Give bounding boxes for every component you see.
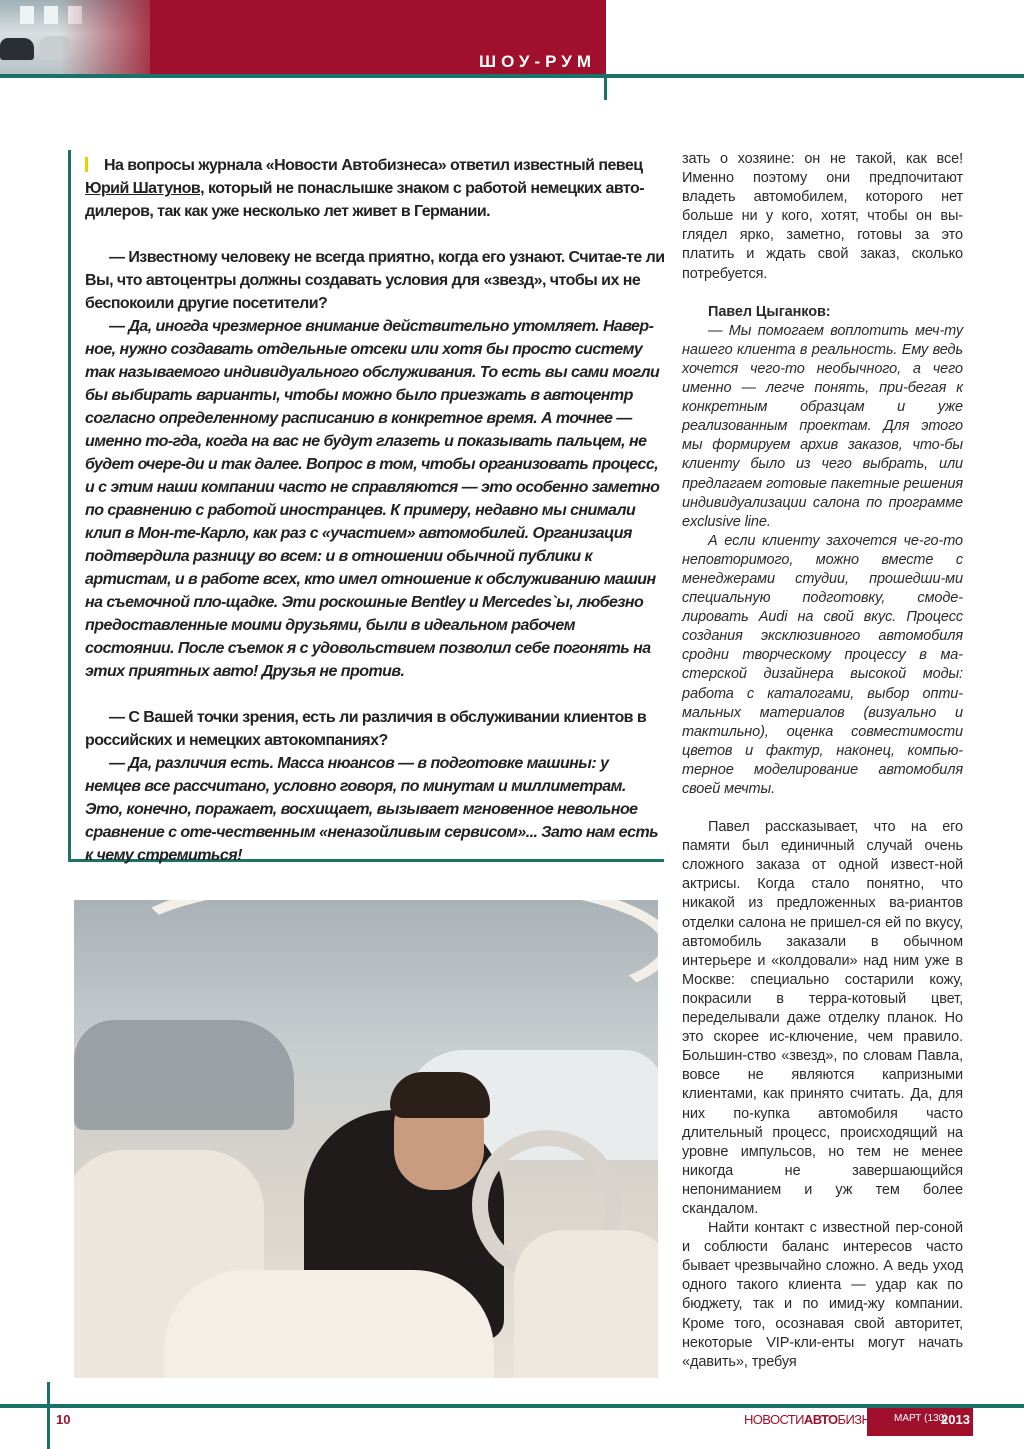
speaker-name: Павел Цыганков: — [708, 303, 831, 320]
speaker-quote: — Мы помогаем воплотить меч-ту нашего клиента в реальность. Ему ведь хочется чего-то необычного, а чего именно — легче понять, при-бегая к конкретным образцам и уже реализованным проектам. Для этого мы формируем архив заказов, что-бы клиенту было из чего выбрать, или предлагаем готовые пакетные решения индивидуализации салона по программе exclusive line. — [682, 322, 963, 530]
intro-rest: который не понаслышке знаком с работой немецких авто-дилеров, так как уже несколько лет живет в Германии. — [85, 180, 645, 220]
section-header-band — [150, 0, 606, 74]
interview-intro — [85, 154, 665, 223]
intro-text: На вопросы журнала «Новости Автобизнеса» ответил известный певец — [104, 157, 643, 174]
page-number: 10 — [56, 1412, 71, 1427]
header-tick — [604, 74, 607, 100]
header-rule — [0, 74, 1024, 78]
car-seat — [514, 1230, 658, 1378]
header-blank — [606, 0, 1024, 74]
speaker-quote: А если клиенту захочется че-го-то неповторимого, можно вместе с менеджерами студии, прошедши-ми специальную подготовку, смоде-лировать Audi на свой вкус. Процесс создания эксклюзивного автомобиля сродни творческому процессу в ма-стерской дизайнера высокой моды: работа с каталогами, выбор опти-мальных материалов (визуально и тактильно), оценка совместимости цветов и фактур, наконец, компью-терное моделирование автомобиля своей мечты. — [682, 532, 963, 797]
article-paragraph: зать о хозяине: он не такой, как все! Именно поэтому они предпочитают владеть автомобилем, которого нет больше ни у кого, хотят, чтобы он вы-глядел ярко, заметно, готовы за это платить и ждать свой заказ, сколько потребуется. — [682, 151, 963, 282]
interviewee-name: Юрий Шатунов, — [85, 180, 205, 197]
car-seat — [164, 1270, 494, 1378]
answer-2: — Да, различия есть. Масса нюансов — в подготовке машины: у немцев все рассчитано, условно говоря, по минутам и миллиметрам. Это, конечно, поражает, восхищает, вызывает мгновенное невольное сравнение с оте-чественным «неназойливым сервисом»... Зато нам есть к чему стремиться! — [85, 755, 659, 864]
header-photo — [0, 0, 150, 74]
showroom-window — [44, 6, 58, 24]
article-paragraph: Найти контакт с известной пер-соной и соблюсти баланс интересов часто бывает чрезвычайно сложно. А ведь уход одного такого клиента — удар как по бюджету, так и по имид-жу компании. Кроме того, осознавая свой авторитет, некоторые VIP-кли-енты могут начать «давить», требуя — [682, 1220, 963, 1370]
background-car — [74, 1020, 294, 1130]
question-1: — Известному человеку не всегда приятно, когда его узнают. Считае-те ли Вы, что автоцентры должны создавать условия для «звезд», чтобы их не беспокоили другие посетители? — [85, 249, 665, 312]
magazine-name-part: НОВОСТИ — [744, 1412, 804, 1427]
interview-box — [68, 150, 664, 862]
convertible-photo — [74, 900, 658, 1378]
question-2: — С Вашей точки зрения, есть ли различия в обслуживании клиентов в российских и немецких автокомпаниях? — [85, 709, 647, 749]
answer-1: — Да, иногда чрезмерное внимание действительно утомляет. Навер-ное, нужно создавать отдельные отсеки или хотя бы просто систему так называемого индивидуального обслуживания. То есть вы сами могли бы выбирать варианты, чтобы можно было приезжать в автоцентр согласно определенному расписанию в конкретное время. А точнее — именно то-гда, когда на вас не будут глазеть и показывать пальцем, не будет очере-ди и так далее. Вопрос в том, чтобы организовать процесс, и с этим наши компании часто не справляются — это особенно заметно по сравнению с работой иностранцев. К примеру, недавно мы снимали клип в Мон-те-Карло, как раз с «участием» автомобилей. Организация подтвердила разницу во всем: и в отношении обычной публики к артистам, и в работе всех, кто имел отношение к обслуживанию машин на съемочной пло-щадке. Эти роскошные Bentley и Mercedes`ы, любезно предоставленные моими друзьями, были в идеальном рабочем состоянии. После съемок я с удовольствием позволил себе погонять на этих приятных авто! Друзья не против. — [85, 318, 660, 680]
issue-year: 2013 — [941, 1412, 970, 1427]
magazine-name — [744, 1412, 895, 1427]
intro-marker — [85, 157, 88, 172]
showroom-car — [0, 38, 34, 60]
showroom-window — [20, 6, 34, 24]
magazine-name-part: БИЗНЕСА — [837, 1412, 895, 1427]
issue-label: МАРТ (130) — [894, 1413, 948, 1424]
footer-tick — [47, 1382, 50, 1449]
windshield-frame — [114, 900, 658, 1020]
article-paragraph: Павел рассказывает, что на его памяти был единичный случай очень сложного заказа от одной извест-ной актрисы. Когда стало понятно, что никакой из предложенных ва-риантов отделки салона не пришел-ся ей по вкусу, автомобиль заказали в обычном интерьере и «колдовали» над ним уже в Москве: специально состарили кожу, покрасили в терра-котовый цвет, переделывали даже отделку планок. Но это скорее ис-ключение, чем правило. Большин-ство «звезд», по словам Павла, вовсе не являются капризными клиентами, как принято считать. Да, для них по-купка автомобиля часто длительный процесс, происходящий на уровне импульсов, но тем не менее никогда не завершающийся непониманием и уж тем более скандалом. — [682, 819, 963, 1217]
photo-fade — [60, 0, 150, 74]
section-title: ШОУ-РУМ — [479, 52, 596, 71]
article-column — [682, 150, 963, 1372]
person-hair — [390, 1072, 490, 1118]
magazine-name-part: АВТО — [803, 1412, 838, 1427]
